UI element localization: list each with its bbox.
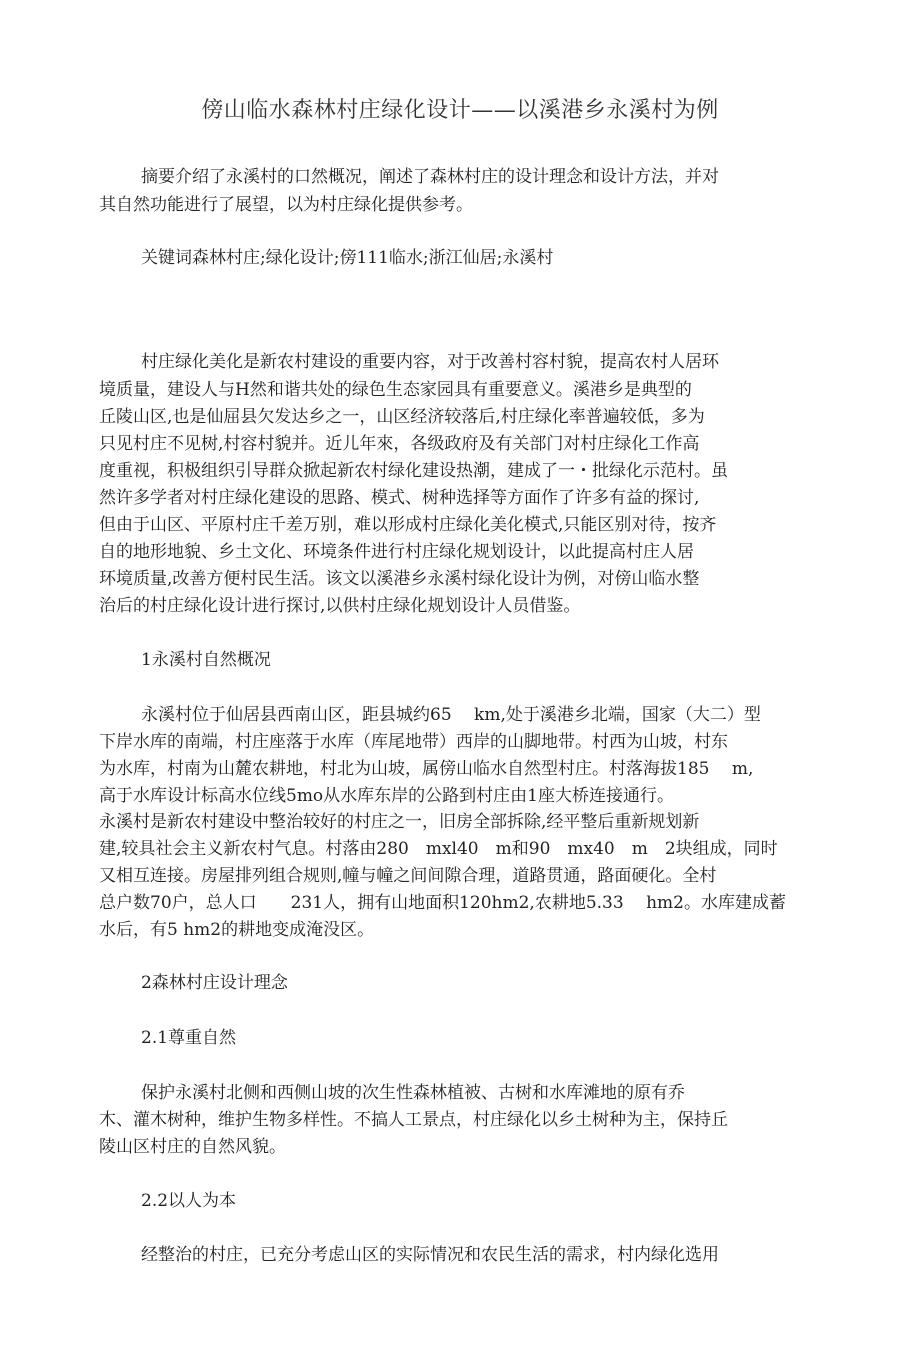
- abstract-line: 摘要介绍了永溪村的口然概况，阐述了森林村庄的设计理念和设计方法，并对: [141, 167, 719, 187]
- section1-line: 为水库，村南为山麓农耕地，村北为山坡，属傍山临水自然型村庄。村落海拔185 m,: [99, 759, 754, 779]
- subsection-heading: 2.2以人为本: [141, 1191, 237, 1211]
- intro-line: 然许多学者对村庄绿化建设的思路、模式、树种选择等方面作了许多有益的探讨,: [99, 488, 700, 508]
- abstract-line: 其自然功能进行了展望，以为村庄绿化提供参考。: [99, 195, 473, 215]
- intro-line: 村庄绿化美化是新农村建设的重要内容，对于改善村容村貌，提高农村人居环: [141, 352, 719, 372]
- section1-line: 建,较具社会主义新农村气息。村落由280 mxl40 m和90 mx40 m 2块组成，同时: [99, 839, 778, 859]
- intro-line: 只见村庄不见树,村容村貌并。近儿年來，各级政府及有关部门对村庄绿化工作高: [99, 434, 700, 454]
- section1-line: 永溪村是新农村建设中整治较好的村庄之一，旧房全部拆除,经平整后重新规划新: [99, 812, 700, 832]
- section1-line: 永溪村位于仙居县西南山区，距县城约65 km,处于溪港乡北端，国家（大二）型: [141, 705, 761, 725]
- subsection-heading: 2.1尊重自然: [141, 1028, 237, 1048]
- section2-line: 保护永溪村北侧和西侧山坡的次生性森林植被、古树和水库滩地的原有乔: [141, 1083, 685, 1103]
- intro-line: 丘陵山区,也是仙屈县欠发达乡之一，山区经济较落后,村庄绿化率普遍较低，多为: [99, 407, 705, 427]
- intro-line: 环境质量,改善方便村民生活。该文以溪港乡永溪村绿化设计为例，对傍山临水整: [99, 569, 700, 589]
- section2-line: 陵山区村庄的自然风貌。: [99, 1137, 286, 1157]
- section-heading: 1永溪村自然概况: [141, 650, 271, 670]
- section1-line: 下岸水库的南端，村庄座落于水库（库尾地带）西岸的山脚地带。村西为山坡，村东: [99, 732, 728, 752]
- section2-line: 经整治的村庄，已充分考虑山区的实际情况和农民生活的需求，村内绿化选用: [141, 1245, 719, 1265]
- section1-line: 高于水库设计标高水位线5mo从水库东岸的公路到村庄由1座大桥连接通行。: [99, 786, 674, 806]
- intro-line: 度重视，积极组织引导群众掀起新农村绿化建设热潮，建成了一・批绿化示范村。虽: [99, 461, 728, 481]
- intro-line: 治后的村庄绿化设计进行探讨,以供村庄绿化规划设计人员借鉴。: [99, 596, 581, 616]
- intro-line: 但由于山区、平原村庄千差万别，难以形成村庄绿化美化模式,只能区别对待，按齐: [99, 515, 717, 535]
- intro-line: 境质量，建设人与H然和谐共处的绿色生态家园具有重要意义。溪港乡是典型的: [99, 380, 692, 400]
- section1-line: 水后，有5 hm2的耕地变成淹没区。: [99, 920, 375, 940]
- section1-line: 总户数70户，总人口 231人，拥有山地面积120hm2,农耕地5.33 hm2。水库建成蓄: [99, 893, 786, 913]
- keywords-line: 关键词森林村庄;绿化设计;傍111临水;浙江仙居;永溪村: [141, 248, 554, 268]
- intro-line: 自的地形地貌、乡土文化、环境条件进行村庄绿化规划设计，以此提高村庄人居: [99, 542, 694, 562]
- section-heading: 2森林村庄设计理念: [141, 973, 288, 993]
- section2-line: 木、灌木树种，维护生物多样性。不搞人工景点，村庄绿化以乡土树种为主，保持丘: [99, 1110, 728, 1130]
- section1-line: 又相互连接。房屋排列组合规则,幢与幢之间间隙合理，道路贯通，路面硬化。全村: [99, 866, 717, 886]
- document-title: 傍山临水森林村庄绿化设计——以溪港乡永溪村为例: [201, 98, 719, 123]
